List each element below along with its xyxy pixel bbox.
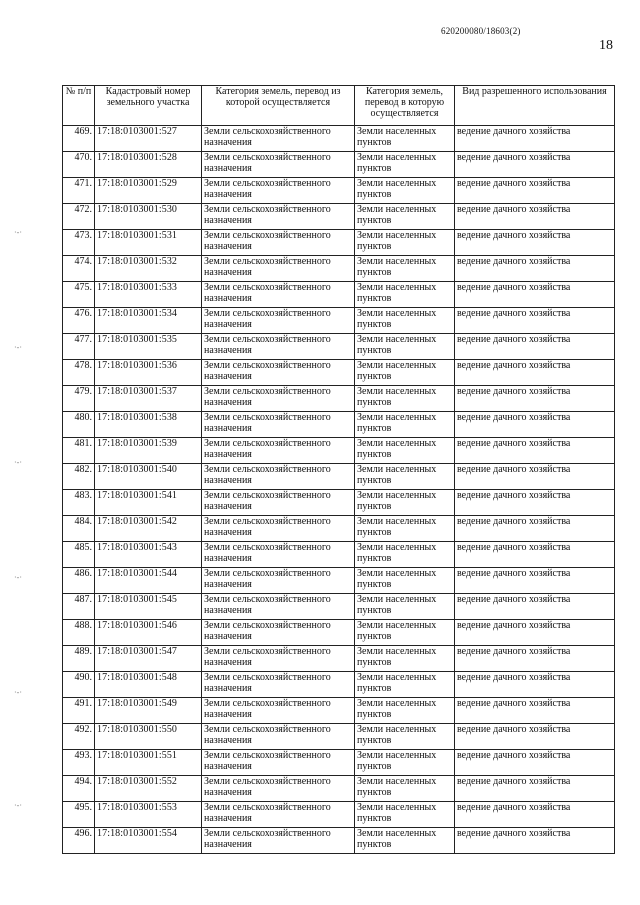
table-row — [63, 490, 615, 516]
cadastral-number-cell: 17:18:0103001:531 — [95, 230, 202, 256]
row-number-cell: 478. — [63, 360, 95, 386]
permitted-use-cell: ведение дачного хозяйства — [455, 256, 615, 282]
category-to-cell: Земли населенных пунктов — [355, 750, 455, 776]
cadastral-number-cell: 17:18:0103001:538 — [95, 412, 202, 438]
category-to-cell: Земли населенных пунктов — [355, 698, 455, 724]
category-from-cell: Земли сельскохозяйственного назначения — [202, 204, 355, 230]
category-to-cell: Земли населенных пунктов — [355, 308, 455, 334]
permitted-use-cell: ведение дачного хозяйства — [455, 542, 615, 568]
row-number-cell: 484. — [63, 516, 95, 542]
category-to-cell: Земли населенных пунктов — [355, 776, 455, 802]
table-row — [63, 386, 615, 412]
category-from-cell: Земли сельскохозяйственного назначения — [202, 620, 355, 646]
permitted-use-cell: ведение дачного хозяйства — [455, 204, 615, 230]
category-from-cell: Земли сельскохозяйственного назначения — [202, 360, 355, 386]
table-row — [63, 230, 615, 256]
table-row — [63, 724, 615, 750]
table-row — [63, 750, 615, 776]
category-from-cell: Земли сельскохозяйственного назначения — [202, 724, 355, 750]
category-to-cell: Земли населенных пунктов — [355, 282, 455, 308]
permitted-use-cell: ведение дачного хозяйства — [455, 126, 615, 152]
row-number-cell: 496. — [63, 828, 95, 854]
category-to-cell: Земли населенных пунктов — [355, 490, 455, 516]
category-to-cell: Земли населенных пунктов — [355, 230, 455, 256]
category-from-cell: Земли сельскохозяйственного назначения — [202, 776, 355, 802]
permitted-use-cell: ведение дачного хозяйства — [455, 672, 615, 698]
row-number-cell: 473. — [63, 230, 95, 256]
column-header-permitted-use: Вид разрешенного использования — [455, 86, 615, 126]
permitted-use-cell: ведение дачного хозяйства — [455, 516, 615, 542]
cadastral-number-cell: 17:18:0103001:551 — [95, 750, 202, 776]
permitted-use-cell: ведение дачного хозяйства — [455, 334, 615, 360]
row-number-cell: 487. — [63, 594, 95, 620]
cadastral-number-cell: 17:18:0103001:535 — [95, 334, 202, 360]
category-from-cell: Земли сельскохозяйственного назначения — [202, 126, 355, 152]
category-from-cell: Земли сельскохозяйственного назначения — [202, 802, 355, 828]
column-header-category-to: Категория земель, перевод в которую осуществляется — [355, 86, 455, 126]
category-to-cell: Земли населенных пунктов — [355, 464, 455, 490]
table-row — [63, 126, 615, 152]
row-number-cell: 474. — [63, 256, 95, 282]
permitted-use-cell: ведение дачного хозяйства — [455, 490, 615, 516]
permitted-use-cell: ведение дачного хозяйства — [455, 438, 615, 464]
category-to-cell: Земли населенных пунктов — [355, 386, 455, 412]
row-number-cell: 489. — [63, 646, 95, 672]
cadastral-number-cell: 17:18:0103001:552 — [95, 776, 202, 802]
category-from-cell: Земли сельскохозяйственного назначения — [202, 412, 355, 438]
table-row — [63, 204, 615, 230]
table-row — [63, 672, 615, 698]
row-number-cell: 485. — [63, 542, 95, 568]
category-to-cell: Земли населенных пунктов — [355, 204, 455, 230]
cadastral-number-cell: 17:18:0103001:547 — [95, 646, 202, 672]
row-number-cell: 481. — [63, 438, 95, 464]
category-to-cell: Земли населенных пунктов — [355, 828, 455, 854]
permitted-use-cell: ведение дачного хозяйства — [455, 568, 615, 594]
permitted-use-cell: ведение дачного хозяйства — [455, 152, 615, 178]
category-from-cell: Земли сельскохозяйственного назначения — [202, 308, 355, 334]
cadastral-number-cell: 17:18:0103001:530 — [95, 204, 202, 230]
row-number-cell: 486. — [63, 568, 95, 594]
cadastral-number-cell: 17:18:0103001:543 — [95, 542, 202, 568]
cadastral-number-cell: 17:18:0103001:545 — [95, 594, 202, 620]
row-number-cell: 479. — [63, 386, 95, 412]
category-to-cell: Земли населенных пунктов — [355, 256, 455, 282]
table-row — [63, 438, 615, 464]
cadastral-number-cell: 17:18:0103001:540 — [95, 464, 202, 490]
cadastral-number-cell: 17:18:0103001:528 — [95, 152, 202, 178]
row-number-cell: 470. — [63, 152, 95, 178]
category-from-cell: Земли сельскохозяйственного назначения — [202, 178, 355, 204]
permitted-use-cell: ведение дачного хозяйства — [455, 412, 615, 438]
row-number-cell: 492. — [63, 724, 95, 750]
category-from-cell: Земли сельскохозяйственного назначения — [202, 750, 355, 776]
table-row — [63, 802, 615, 828]
row-number-cell: 495. — [63, 802, 95, 828]
cadastral-number-cell: 17:18:0103001:537 — [95, 386, 202, 412]
category-to-cell: Земли населенных пунктов — [355, 152, 455, 178]
category-from-cell: Земли сельскохозяйственного назначения — [202, 256, 355, 282]
table-row — [63, 828, 615, 854]
cadastral-number-cell: 17:18:0103001:533 — [95, 282, 202, 308]
permitted-use-cell: ведение дачного хозяйства — [455, 178, 615, 204]
table-row — [63, 516, 615, 542]
category-to-cell: Земли населенных пунктов — [355, 412, 455, 438]
category-from-cell: Земли сельскохозяйственного назначения — [202, 152, 355, 178]
cadastral-number-cell: 17:18:0103001:534 — [95, 308, 202, 334]
row-number-cell: 482. — [63, 464, 95, 490]
table-row — [63, 256, 615, 282]
permitted-use-cell: ведение дачного хозяйства — [455, 464, 615, 490]
scan-margin-mark: ·-· — [14, 573, 22, 582]
permitted-use-cell: ведение дачного хозяйства — [455, 360, 615, 386]
category-to-cell: Земли населенных пунктов — [355, 802, 455, 828]
cadastral-number-cell: 17:18:0103001:539 — [95, 438, 202, 464]
permitted-use-cell: ведение дачного хозяйства — [455, 750, 615, 776]
scan-margin-mark: ·-· — [14, 688, 22, 697]
document-id: 620200080/18603(2) — [441, 26, 521, 36]
row-number-cell: 476. — [63, 308, 95, 334]
table-row — [63, 542, 615, 568]
row-number-cell: 475. — [63, 282, 95, 308]
category-from-cell: Земли сельскохозяйственного назначения — [202, 464, 355, 490]
table-row — [63, 698, 615, 724]
row-number-cell: 469. — [63, 126, 95, 152]
row-number-cell: 488. — [63, 620, 95, 646]
scan-margin-mark: ·-· — [14, 801, 22, 810]
row-number-cell: 471. — [63, 178, 95, 204]
table-row — [63, 334, 615, 360]
column-header-category-from: Категория земель, перевод из которой осуществляется — [202, 86, 355, 126]
cadastral-number-cell: 17:18:0103001:544 — [95, 568, 202, 594]
scan-margin-mark: ·-· — [14, 343, 22, 352]
category-to-cell: Земли населенных пунктов — [355, 360, 455, 386]
cadastral-number-cell: 17:18:0103001:536 — [95, 360, 202, 386]
cadastral-number-cell: 17:18:0103001:546 — [95, 620, 202, 646]
column-header-cadastral: Кадастровый номер земельного участка — [95, 86, 202, 126]
category-to-cell: Земли населенных пунктов — [355, 334, 455, 360]
category-from-cell: Земли сельскохозяйственного назначения — [202, 490, 355, 516]
row-number-cell: 494. — [63, 776, 95, 802]
category-to-cell: Земли населенных пунктов — [355, 438, 455, 464]
permitted-use-cell: ведение дачного хозяйства — [455, 230, 615, 256]
page-number: 18 — [599, 38, 613, 53]
permitted-use-cell: ведение дачного хозяйства — [455, 698, 615, 724]
category-to-cell: Земли населенных пунктов — [355, 724, 455, 750]
category-from-cell: Земли сельскохозяйственного назначения — [202, 672, 355, 698]
row-number-cell: 477. — [63, 334, 95, 360]
cadastral-number-cell: 17:18:0103001:532 — [95, 256, 202, 282]
category-from-cell: Земли сельскохозяйственного назначения — [202, 542, 355, 568]
land-plots-table — [62, 85, 615, 854]
cadastral-number-cell: 17:18:0103001:548 — [95, 672, 202, 698]
permitted-use-cell: ведение дачного хозяйства — [455, 646, 615, 672]
cadastral-number-cell: 17:18:0103001:553 — [95, 802, 202, 828]
cadastral-number-cell: 17:18:0103001:550 — [95, 724, 202, 750]
category-from-cell: Земли сельскохозяйственного назначения — [202, 516, 355, 542]
category-from-cell: Земли сельскохозяйственного назначения — [202, 386, 355, 412]
row-number-cell: 493. — [63, 750, 95, 776]
permitted-use-cell: ведение дачного хозяйства — [455, 282, 615, 308]
row-number-cell: 480. — [63, 412, 95, 438]
permitted-use-cell: ведение дачного хозяйства — [455, 724, 615, 750]
table-row — [63, 568, 615, 594]
table-row — [63, 178, 615, 204]
table-row — [63, 620, 615, 646]
table-row — [63, 646, 615, 672]
table-row — [63, 308, 615, 334]
table-row — [63, 776, 615, 802]
permitted-use-cell: ведение дачного хозяйства — [455, 620, 615, 646]
category-to-cell: Земли населенных пунктов — [355, 620, 455, 646]
category-from-cell: Земли сельскохозяйственного назначения — [202, 282, 355, 308]
category-from-cell: Земли сельскохозяйственного назначения — [202, 698, 355, 724]
category-from-cell: Земли сельскохозяйственного назначения — [202, 828, 355, 854]
table-row — [63, 594, 615, 620]
row-number-cell: 491. — [63, 698, 95, 724]
permitted-use-cell: ведение дачного хозяйства — [455, 776, 615, 802]
permitted-use-cell: ведение дачного хозяйства — [455, 594, 615, 620]
cadastral-number-cell: 17:18:0103001:554 — [95, 828, 202, 854]
cadastral-number-cell: 17:18:0103001:529 — [95, 178, 202, 204]
category-to-cell: Земли населенных пунктов — [355, 516, 455, 542]
scan-margin-mark: ·-· — [14, 458, 22, 467]
category-to-cell: Земли населенных пунктов — [355, 126, 455, 152]
cadastral-number-cell: 17:18:0103001:527 — [95, 126, 202, 152]
table-row — [63, 412, 615, 438]
category-from-cell: Земли сельскохозяйственного назначения — [202, 568, 355, 594]
cadastral-number-cell: 17:18:0103001:549 — [95, 698, 202, 724]
category-to-cell: Земли населенных пунктов — [355, 672, 455, 698]
permitted-use-cell: ведение дачного хозяйства — [455, 386, 615, 412]
row-number-cell: 490. — [63, 672, 95, 698]
column-header-number: № п/п — [63, 86, 95, 126]
category-from-cell: Земли сельскохозяйственного назначения — [202, 594, 355, 620]
row-number-cell: 483. — [63, 490, 95, 516]
permitted-use-cell: ведение дачного хозяйства — [455, 308, 615, 334]
row-number-cell: 472. — [63, 204, 95, 230]
category-from-cell: Земли сельскохозяйственного назначения — [202, 438, 355, 464]
category-from-cell: Земли сельскохозяйственного назначения — [202, 646, 355, 672]
table-row — [63, 152, 615, 178]
category-from-cell: Земли сельскохозяйственного назначения — [202, 230, 355, 256]
table-row — [63, 360, 615, 386]
permitted-use-cell: ведение дачного хозяйства — [455, 802, 615, 828]
cadastral-number-cell: 17:18:0103001:541 — [95, 490, 202, 516]
category-to-cell: Земли населенных пунктов — [355, 568, 455, 594]
permitted-use-cell: ведение дачного хозяйства — [455, 828, 615, 854]
category-to-cell: Земли населенных пунктов — [355, 542, 455, 568]
category-from-cell: Земли сельскохозяйственного назначения — [202, 334, 355, 360]
category-to-cell: Земли населенных пунктов — [355, 178, 455, 204]
category-to-cell: Земли населенных пунктов — [355, 646, 455, 672]
table-header-row — [63, 86, 615, 126]
scan-margin-mark: ·-· — [14, 228, 22, 237]
table-row — [63, 464, 615, 490]
cadastral-number-cell: 17:18:0103001:542 — [95, 516, 202, 542]
category-to-cell: Земли населенных пунктов — [355, 594, 455, 620]
table-row — [63, 282, 615, 308]
table-body — [63, 126, 615, 854]
